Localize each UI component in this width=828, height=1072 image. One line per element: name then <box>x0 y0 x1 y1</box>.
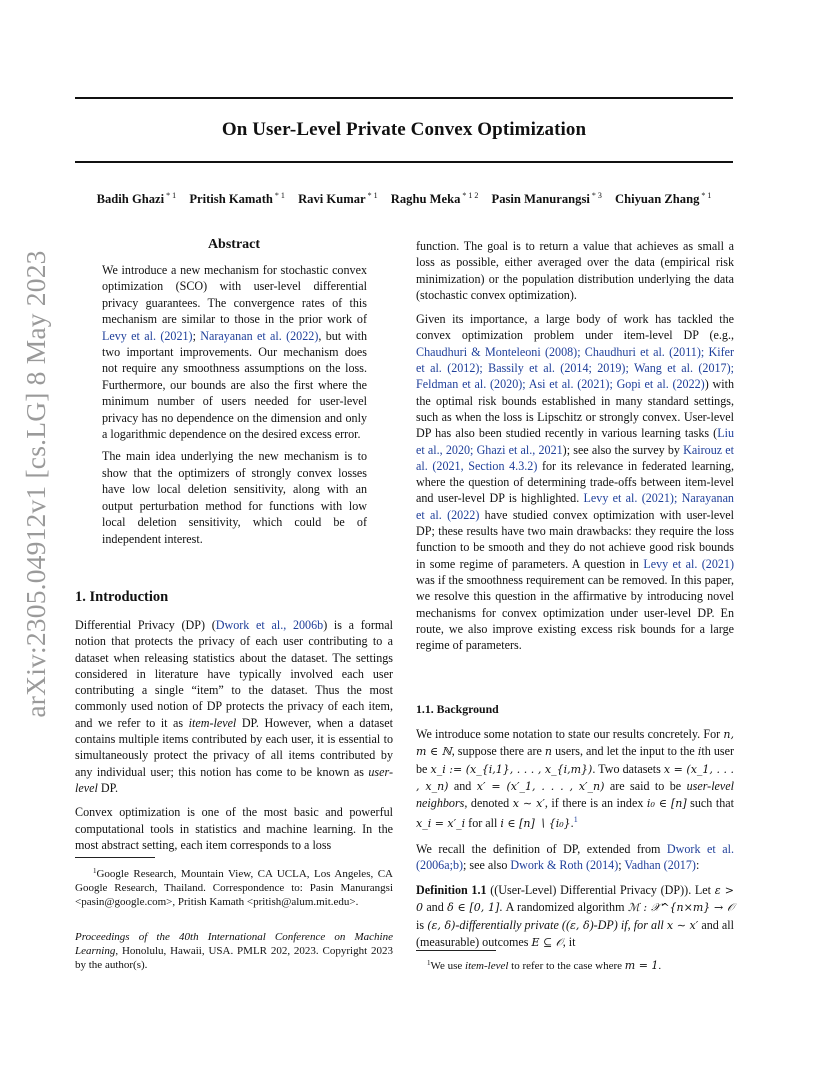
section-heading-introduction: 1. Introduction <box>75 589 169 605</box>
citation-link[interactable]: Levy et al. (2021) <box>643 556 734 571</box>
paper-title: On User-Level Private Convex Optimization <box>221 119 587 140</box>
author: Raghu Meka $^{* 1 2}$ <box>390 191 479 206</box>
author: Ravi Kumar $^{* 1}$ <box>298 191 378 206</box>
citation-link[interactable]: Levy et al. (2021); Narayanan et al. (2022) <box>416 491 734 522</box>
intro-paragraph: Differential Privacy (DP) (Dwork et al., 2006b) is a formal notion that protects the privacy of each user contributing to a dataset when releasing statistics about the dataset. The settings considered in literature have typically involved each user contributing a single “item” to the dataset. Thus the most commonly used notion of DP protects the privacy of each item, and we refer to it as item-level DP. However, when a dataset contains multiple items contributed by each user, it is essential to simultaneously protect the privacy of all items contributed by any individual user; this notion has come to be known as user-level DP. <box>75 618 393 795</box>
background-paragraph: We introduce some notation to state our results concretely. For n, m ∈ ℕ, suppose there are n users, and let the input to the ith user be x_i := (x_{i,1}, . . . , x_{i,m}). Two datasets x = (x_1, . . . , x_n) and x′ = (x′_1, . . . , x′_n) are said to be user-level neighbors, denoted x ∼ x′, if there is an index i₀ ∈ [n] such that x_i = x′_i for all i ∈ [n] ∖ {i₀}.$^1$ <box>416 727 735 831</box>
author: Chiyuan Zhang $^{* 1}$ <box>615 191 712 206</box>
affiliation-footnote: $^1$Google Research, Mountain View, CA UCLA, Los Angeles, CA Google Research, Thailand. Correspondence to: Pasin Manurangsi <pasin@google.com>, Pritish Kamath <pritish@alum.mit.edu>. <box>75 867 393 908</box>
author: Pritish Kamath $^{* 1}$ <box>189 191 285 206</box>
author-list <box>75 191 733 207</box>
definition-block <box>416 882 734 959</box>
definition-label: Definition 1.1 <box>416 883 487 897</box>
background-body <box>416 726 734 881</box>
proceedings-note: Proceedings of the 40th International Conference on Machine Learning, Honolulu, Hawaii, USA. PMLR 202, 2023. Copyright 2023 by the author(s). <box>75 931 393 971</box>
body-paragraph: Given its importance, a large body of work has tackled the convex optimization problem under item-level DP (e.g., Chaudhuri & Monteleoni (2008); Chaudhuri et al. (2011); Kifer et al. (2012); Bassily et al. (2014; 2019); Wang et al. (2017); Feldman et al. (2020); Asi et al. (2021); Gopi et al. (2022)) with the optimal risk bounds established in many standard settings, such as when the loss is Lipschitz or strongly convex. User-level DP has also been studied recently in various learning tasks (Liu et al., 2020; Ghazi et al., 2021); see also the survey by Kairouz et al. (2021, Section 4.3.2) for its relevance in federated learning, where the question of determining trade-offs between item-level and user-level DP is highlighted. Levy et al. (2021); Narayanan et al. (2022) have studied convex optimization with user-level DP; these results have two main drawbacks: they require the loss function to be smooth and they do not achieve good risk bounds in some regime of parameters. A question in Levy et al. (2021) was if the smoothness requirement can be removed. In this paper, we resolve this question in the affirmative by introducing novel mechanisms for convex optimization under user-level DP. En route, we also improve existing excess risk bounds for a large regime of parameters. <box>416 312 735 653</box>
abstract-paragraph: The main idea underlying the new mechanism is to show that the optimizers of strongly convex losses have low local deletion sensitivity, along with an output perturbation method for functions with low local deletion sensitivity, which could be of independent interest. <box>102 449 367 546</box>
author: Pasin Manurangsi $^{* 3}$ <box>491 191 602 206</box>
arxiv-stamp-text: arXiv:2305.04912v1 [cs.LG] 8 May 2023 <box>20 250 51 718</box>
title-bottom-rule <box>75 161 733 163</box>
footnote-marker[interactable]: 1 <box>573 815 578 825</box>
footnote-rule <box>75 857 155 858</box>
abstract-heading: Abstract <box>207 237 261 252</box>
subsection-heading-background: 1.1. Background <box>416 702 499 716</box>
body-paragraph: function. The goal is to return a value that achieves as small a loss as possible, either averaged over the data (empirical risk minimization) or the population distribution underlying the data (stochastic convex optimization). <box>416 239 734 302</box>
citation-link[interactable]: Levy et al. (2021) <box>102 328 193 343</box>
intro-body <box>75 617 393 861</box>
footnote: $^1$We use item-level to refer to the case where m = 1. <box>427 959 662 972</box>
citation-link[interactable]: Liu et al., 2020; Ghazi et al., 2021 <box>416 426 734 457</box>
citation-link[interactable]: Vadhan (2017) <box>624 858 696 873</box>
citation-link[interactable]: Dwork & Roth (2014) <box>510 858 619 873</box>
citation-link[interactable]: Chaudhuri & Monteleoni (2008); Chaudhuri et al. (2011); Kifer et al. (2012); Bassily et al. (2014; 2019); Wang et al. (2017); Feldman et al. (2020); Asi et al. (2021); Gopi et al. (2022) <box>416 344 734 392</box>
citation-link[interactable]: Dwork et al. (2006a;b) <box>416 841 734 873</box>
arxiv-stamp <box>16 250 56 718</box>
abstract-body <box>102 262 367 553</box>
definition-paragraph: Definition 1.1 ((User-Level) Differential Privacy (DP)). Let ε > 0 and δ ∈ [0, 1]. A randomized algorithm ℳ : 𝒳^{n×m} → 𝒪 is (ε, δ)-differentially private ((ε, δ)-DP) if, for all x ∼ x′ and all (measurable) outcomes E ⊆ 𝒪, it <box>416 883 735 949</box>
citation-link[interactable]: Kairouz et al. (2021, Section 4.3.2) <box>416 442 735 473</box>
citation-link[interactable]: Narayanan et al. (2022) <box>200 328 319 343</box>
citation-link[interactable]: Dwork et al., 2006b <box>215 618 324 632</box>
abstract-paragraph: We introduce a new mechanism for stochastic convex optimization (SCO) with user-level differential privacy guarantees. The convergence rates of this mechanism are similar to those in the prior work of Levy et al. (2021); Narayanan et al. (2022), but with two important improvements. Our mechanism does not require any smoothness assumptions on the loss. Furthermore, our bounds are also the first where the minimum number of users needed for user-level privacy has no dependence on the dimension and only a logarithmic dependence on the desired excess error. <box>102 263 367 442</box>
footnote-rule <box>416 950 496 951</box>
author: Badih Ghazi $^{* 1}$ <box>96 191 177 206</box>
title-top-rule <box>75 97 733 99</box>
background-paragraph: We recall the definition of DP, extended from Dwork et al. (2006a;b); see also Dwork & Roth (2014); Vadhan (2017): <box>416 841 734 873</box>
intro-paragraph: Convex optimization is one of the most basic and powerful computational tools in statistics and machine learning. In the most abstract setting, each item corresponds to a loss <box>75 805 393 852</box>
right-column-body <box>416 238 734 661</box>
